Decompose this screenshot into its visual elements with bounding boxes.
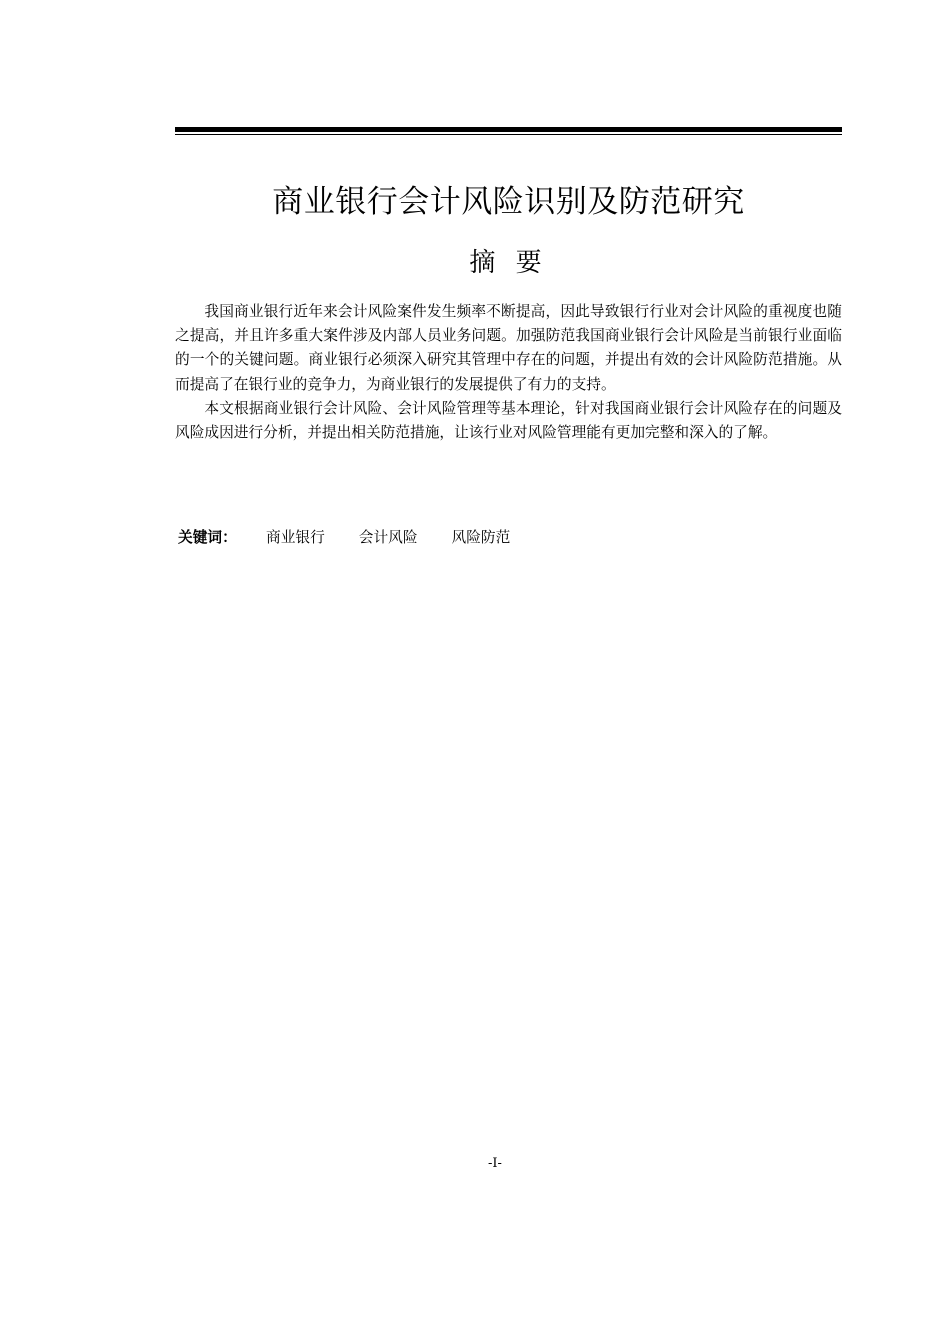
abstract-paragraph-1: 我国商业银行近年来会计风险案件发生频率不断提高，因此导致银行行业对会计风险的重视度也随之提高，并且许多重大案件涉及内部人员业务问题。加强防范我国商业银行会计风险是当前银行业面临的一个的关键问题。商业银行必须深入研究其管理中存在的问题，并提出有效的会计风险防范措施。从而提高了在银行业的竞争力，为商业银行的发展提供了有力的支持。 (175, 303, 842, 393)
header-rule-thick (175, 127, 842, 132)
keywords-line (178, 526, 544, 550)
abstract-body (175, 300, 842, 445)
page-number: -I- (488, 1156, 502, 1171)
keyword-3: 风险防范 (451, 529, 511, 546)
keyword-2: 会计风险 (358, 529, 418, 546)
abstract-paragraph-2: 本文根据商业银行会计风险、会计风险管理等基本理论，针对我国商业银行会计风险存在的问题及风险成因进行分析，并提出相关防范措施，让该行业对风险管理能有更加完整和深入的了解。 (175, 399, 842, 442)
keywords-label: 关键词： (178, 529, 237, 546)
header-rule-thin (175, 134, 842, 135)
abstract-heading: 摘 要 (469, 248, 548, 278)
keyword-1: 商业银行 (266, 529, 325, 546)
document-title: 商业银行会计风险识别及防范研究 (272, 184, 745, 220)
